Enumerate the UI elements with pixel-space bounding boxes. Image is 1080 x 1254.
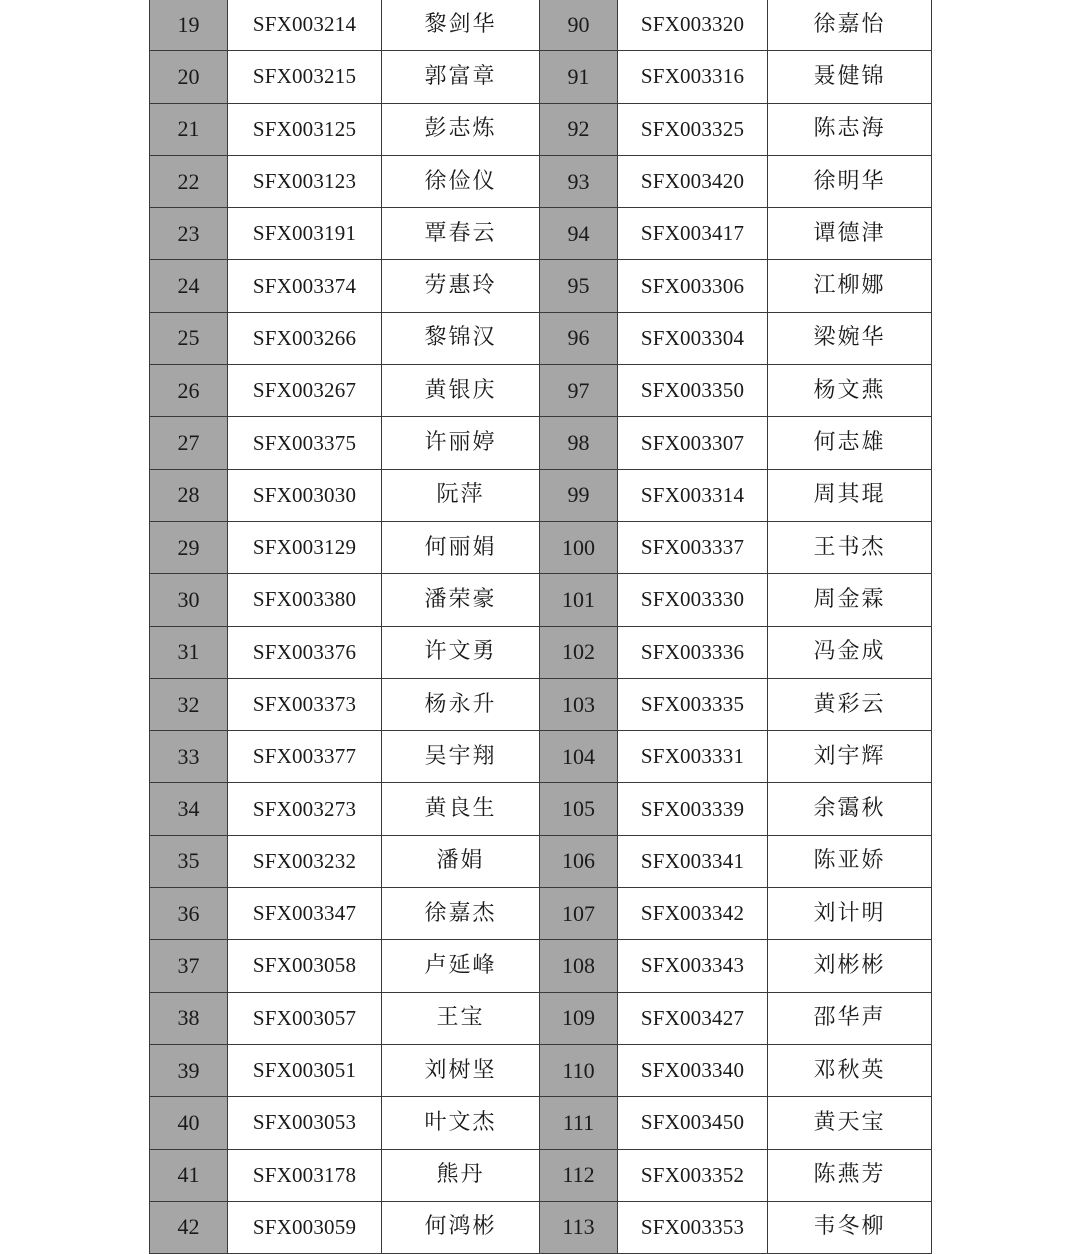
right-employee-id-cell: SFX003337 bbox=[618, 521, 768, 573]
table-row bbox=[150, 365, 932, 417]
right-serial-number-cell: 108 bbox=[540, 940, 618, 992]
right-employee-id-cell: SFX003353 bbox=[618, 1201, 768, 1253]
right-person-name-cell: 徐嘉怡 bbox=[768, 0, 932, 51]
left-employee-id-cell: SFX003375 bbox=[228, 417, 382, 469]
right-serial-number-cell: 105 bbox=[540, 783, 618, 835]
table-row bbox=[150, 155, 932, 207]
right-person-name-cell: 黄天宝 bbox=[768, 1097, 932, 1149]
left-person-name-cell: 覃春云 bbox=[382, 208, 540, 260]
table-row bbox=[150, 0, 932, 51]
table-row bbox=[150, 469, 932, 521]
right-employee-id-cell: SFX003330 bbox=[618, 574, 768, 626]
right-person-name-cell: 杨文燕 bbox=[768, 365, 932, 417]
right-person-name-cell: 刘计明 bbox=[768, 888, 932, 940]
table-row bbox=[150, 1097, 932, 1149]
left-person-name-cell: 徐嘉杰 bbox=[382, 888, 540, 940]
table-row bbox=[150, 574, 932, 626]
left-employee-id-cell: SFX003347 bbox=[228, 888, 382, 940]
left-employee-id-cell: SFX003030 bbox=[228, 469, 382, 521]
right-employee-id-cell: SFX003314 bbox=[618, 469, 768, 521]
table-row bbox=[150, 1044, 932, 1096]
roster-body bbox=[150, 0, 932, 1254]
left-serial-number-cell: 41 bbox=[150, 1149, 228, 1201]
right-employee-id-cell: SFX003352 bbox=[618, 1149, 768, 1201]
right-serial-number-cell: 106 bbox=[540, 835, 618, 887]
table-row bbox=[150, 208, 932, 260]
right-employee-id-cell: SFX003427 bbox=[618, 992, 768, 1044]
table-row bbox=[150, 835, 932, 887]
right-serial-number-cell: 94 bbox=[540, 208, 618, 260]
right-employee-id-cell: SFX003343 bbox=[618, 940, 768, 992]
left-employee-id-cell: SFX003267 bbox=[228, 365, 382, 417]
left-serial-number-cell: 33 bbox=[150, 731, 228, 783]
right-serial-number-cell: 90 bbox=[540, 0, 618, 51]
right-person-name-cell: 陈燕芳 bbox=[768, 1149, 932, 1201]
right-serial-number-cell: 98 bbox=[540, 417, 618, 469]
right-serial-number-cell: 93 bbox=[540, 155, 618, 207]
table-row bbox=[150, 51, 932, 103]
right-person-name-cell: 陈志海 bbox=[768, 103, 932, 155]
right-employee-id-cell: SFX003304 bbox=[618, 312, 768, 364]
right-serial-number-cell: 113 bbox=[540, 1201, 618, 1253]
right-person-name-cell: 聂健锦 bbox=[768, 51, 932, 103]
right-employee-id-cell: SFX003320 bbox=[618, 0, 768, 51]
right-employee-id-cell: SFX003450 bbox=[618, 1097, 768, 1149]
roster-sheet bbox=[149, 0, 931, 1254]
right-employee-id-cell: SFX003342 bbox=[618, 888, 768, 940]
table-row bbox=[150, 992, 932, 1044]
left-person-name-cell: 许丽婷 bbox=[382, 417, 540, 469]
right-employee-id-cell: SFX003340 bbox=[618, 1044, 768, 1096]
right-serial-number-cell: 92 bbox=[540, 103, 618, 155]
left-serial-number-cell: 31 bbox=[150, 626, 228, 678]
right-employee-id-cell: SFX003307 bbox=[618, 417, 768, 469]
left-employee-id-cell: SFX003214 bbox=[228, 0, 382, 51]
left-person-name-cell: 黄良生 bbox=[382, 783, 540, 835]
left-employee-id-cell: SFX003053 bbox=[228, 1097, 382, 1149]
table-row bbox=[150, 1201, 932, 1253]
left-person-name-cell: 徐俭仪 bbox=[382, 155, 540, 207]
left-employee-id-cell: SFX003373 bbox=[228, 678, 382, 730]
right-person-name-cell: 周其琨 bbox=[768, 469, 932, 521]
left-person-name-cell: 卢延峰 bbox=[382, 940, 540, 992]
table-row bbox=[150, 626, 932, 678]
right-person-name-cell: 谭德津 bbox=[768, 208, 932, 260]
left-employee-id-cell: SFX003051 bbox=[228, 1044, 382, 1096]
left-employee-id-cell: SFX003129 bbox=[228, 521, 382, 573]
left-serial-number-cell: 21 bbox=[150, 103, 228, 155]
left-employee-id-cell: SFX003232 bbox=[228, 835, 382, 887]
right-serial-number-cell: 95 bbox=[540, 260, 618, 312]
right-serial-number-cell: 96 bbox=[540, 312, 618, 364]
table-row bbox=[150, 731, 932, 783]
left-person-name-cell: 许文勇 bbox=[382, 626, 540, 678]
left-person-name-cell: 吴宇翔 bbox=[382, 731, 540, 783]
right-person-name-cell: 王书杰 bbox=[768, 521, 932, 573]
right-person-name-cell: 黄彩云 bbox=[768, 678, 932, 730]
right-serial-number-cell: 112 bbox=[540, 1149, 618, 1201]
right-serial-number-cell: 91 bbox=[540, 51, 618, 103]
left-serial-number-cell: 20 bbox=[150, 51, 228, 103]
right-serial-number-cell: 99 bbox=[540, 469, 618, 521]
left-person-name-cell: 王宝 bbox=[382, 992, 540, 1044]
right-employee-id-cell: SFX003325 bbox=[618, 103, 768, 155]
table-row bbox=[150, 1149, 932, 1201]
left-person-name-cell: 刘树坚 bbox=[382, 1044, 540, 1096]
right-employee-id-cell: SFX003316 bbox=[618, 51, 768, 103]
left-serial-number-cell: 28 bbox=[150, 469, 228, 521]
right-serial-number-cell: 103 bbox=[540, 678, 618, 730]
right-person-name-cell: 周金霖 bbox=[768, 574, 932, 626]
right-serial-number-cell: 102 bbox=[540, 626, 618, 678]
left-serial-number-cell: 30 bbox=[150, 574, 228, 626]
left-serial-number-cell: 40 bbox=[150, 1097, 228, 1149]
left-person-name-cell: 阮萍 bbox=[382, 469, 540, 521]
left-person-name-cell: 熊丹 bbox=[382, 1149, 540, 1201]
left-serial-number-cell: 37 bbox=[150, 940, 228, 992]
left-person-name-cell: 郭富章 bbox=[382, 51, 540, 103]
left-person-name-cell: 潘娟 bbox=[382, 835, 540, 887]
table-row bbox=[150, 103, 932, 155]
left-person-name-cell: 劳惠玲 bbox=[382, 260, 540, 312]
right-person-name-cell: 徐明华 bbox=[768, 155, 932, 207]
right-employee-id-cell: SFX003306 bbox=[618, 260, 768, 312]
right-employee-id-cell: SFX003335 bbox=[618, 678, 768, 730]
right-employee-id-cell: SFX003339 bbox=[618, 783, 768, 835]
left-serial-number-cell: 38 bbox=[150, 992, 228, 1044]
left-serial-number-cell: 24 bbox=[150, 260, 228, 312]
left-serial-number-cell: 36 bbox=[150, 888, 228, 940]
right-serial-number-cell: 101 bbox=[540, 574, 618, 626]
table-row bbox=[150, 260, 932, 312]
left-employee-id-cell: SFX003266 bbox=[228, 312, 382, 364]
left-serial-number-cell: 19 bbox=[150, 0, 228, 51]
right-employee-id-cell: SFX003331 bbox=[618, 731, 768, 783]
right-employee-id-cell: SFX003417 bbox=[618, 208, 768, 260]
right-employee-id-cell: SFX003350 bbox=[618, 365, 768, 417]
left-employee-id-cell: SFX003380 bbox=[228, 574, 382, 626]
right-serial-number-cell: 111 bbox=[540, 1097, 618, 1149]
table-row bbox=[150, 417, 932, 469]
right-person-name-cell: 梁婉华 bbox=[768, 312, 932, 364]
left-serial-number-cell: 26 bbox=[150, 365, 228, 417]
right-person-name-cell: 陈亚娇 bbox=[768, 835, 932, 887]
left-person-name-cell: 彭志炼 bbox=[382, 103, 540, 155]
table-row bbox=[150, 521, 932, 573]
table-row bbox=[150, 678, 932, 730]
left-employee-id-cell: SFX003057 bbox=[228, 992, 382, 1044]
left-serial-number-cell: 22 bbox=[150, 155, 228, 207]
right-person-name-cell: 何志雄 bbox=[768, 417, 932, 469]
left-serial-number-cell: 32 bbox=[150, 678, 228, 730]
left-employee-id-cell: SFX003377 bbox=[228, 731, 382, 783]
left-person-name-cell: 黎锦汉 bbox=[382, 312, 540, 364]
left-person-name-cell: 叶文杰 bbox=[382, 1097, 540, 1149]
left-employee-id-cell: SFX003376 bbox=[228, 626, 382, 678]
left-serial-number-cell: 42 bbox=[150, 1201, 228, 1253]
left-employee-id-cell: SFX003374 bbox=[228, 260, 382, 312]
left-serial-number-cell: 27 bbox=[150, 417, 228, 469]
left-employee-id-cell: SFX003178 bbox=[228, 1149, 382, 1201]
left-employee-id-cell: SFX003215 bbox=[228, 51, 382, 103]
left-serial-number-cell: 29 bbox=[150, 521, 228, 573]
left-serial-number-cell: 34 bbox=[150, 783, 228, 835]
table-row bbox=[150, 888, 932, 940]
right-person-name-cell: 刘宇辉 bbox=[768, 731, 932, 783]
right-employee-id-cell: SFX003420 bbox=[618, 155, 768, 207]
left-employee-id-cell: SFX003058 bbox=[228, 940, 382, 992]
left-employee-id-cell: SFX003273 bbox=[228, 783, 382, 835]
left-person-name-cell: 杨永升 bbox=[382, 678, 540, 730]
left-person-name-cell: 黄银庆 bbox=[382, 365, 540, 417]
left-employee-id-cell: SFX003191 bbox=[228, 208, 382, 260]
left-person-name-cell: 何丽娟 bbox=[382, 521, 540, 573]
right-serial-number-cell: 100 bbox=[540, 521, 618, 573]
left-serial-number-cell: 25 bbox=[150, 312, 228, 364]
right-person-name-cell: 余霭秋 bbox=[768, 783, 932, 835]
right-employee-id-cell: SFX003341 bbox=[618, 835, 768, 887]
left-person-name-cell: 潘荣豪 bbox=[382, 574, 540, 626]
left-serial-number-cell: 39 bbox=[150, 1044, 228, 1096]
right-serial-number-cell: 109 bbox=[540, 992, 618, 1044]
left-person-name-cell: 何鸿彬 bbox=[382, 1201, 540, 1253]
right-employee-id-cell: SFX003336 bbox=[618, 626, 768, 678]
right-person-name-cell: 邵华声 bbox=[768, 992, 932, 1044]
right-serial-number-cell: 110 bbox=[540, 1044, 618, 1096]
left-serial-number-cell: 23 bbox=[150, 208, 228, 260]
right-serial-number-cell: 97 bbox=[540, 365, 618, 417]
left-employee-id-cell: SFX003125 bbox=[228, 103, 382, 155]
right-person-name-cell: 江柳娜 bbox=[768, 260, 932, 312]
right-person-name-cell: 冯金成 bbox=[768, 626, 932, 678]
table-row bbox=[150, 312, 932, 364]
right-serial-number-cell: 104 bbox=[540, 731, 618, 783]
table-row bbox=[150, 783, 932, 835]
right-person-name-cell: 韦冬柳 bbox=[768, 1201, 932, 1253]
left-serial-number-cell: 35 bbox=[150, 835, 228, 887]
table-row bbox=[150, 940, 932, 992]
left-employee-id-cell: SFX003123 bbox=[228, 155, 382, 207]
roster-table bbox=[149, 0, 932, 1254]
right-serial-number-cell: 107 bbox=[540, 888, 618, 940]
right-person-name-cell: 邓秋英 bbox=[768, 1044, 932, 1096]
left-employee-id-cell: SFX003059 bbox=[228, 1201, 382, 1253]
right-person-name-cell: 刘彬彬 bbox=[768, 940, 932, 992]
left-person-name-cell: 黎剑华 bbox=[382, 0, 540, 51]
